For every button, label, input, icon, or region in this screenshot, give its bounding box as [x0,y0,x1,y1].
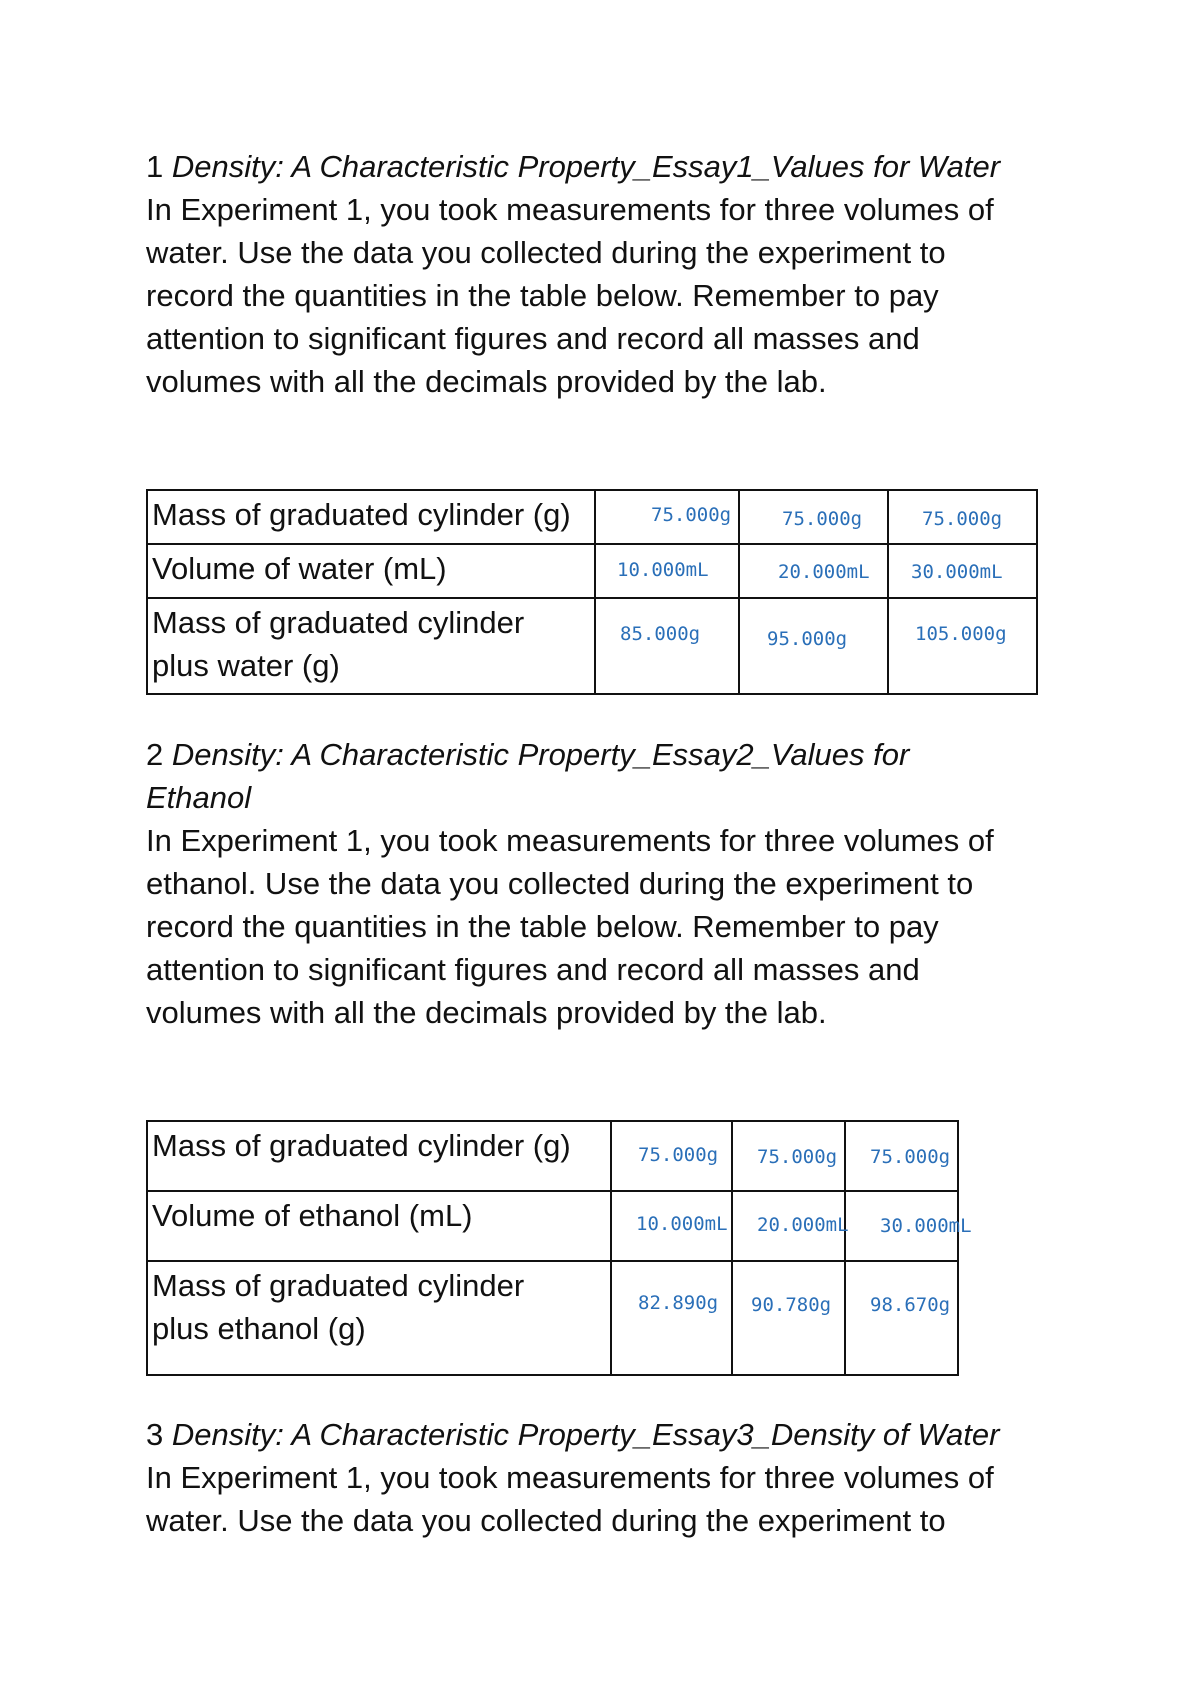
row-label: Volume of water (mL) [147,544,595,598]
section-number: 2 [146,737,164,772]
row-label-line: Mass of graduated cylinder [152,1268,525,1303]
entered-value: 75.000g [757,1146,838,1168]
value-cell[interactable] [611,1191,732,1261]
row-label-line: plus ethanol (g) [152,1311,366,1346]
paragraph-line: attention to significant figures and record all masses and [146,952,920,987]
entered-value: 105.000g [915,623,1007,645]
table-row [147,1261,958,1375]
paragraph-line: volumes with all the decimals provided by the lab. [146,364,827,399]
paragraph-line: In Experiment 1, you took measurements for three volumes of [146,823,994,858]
row-label: Volume of ethanol (mL) [147,1191,611,1261]
row-label: Mass of graduated cylinder (g) [147,490,595,544]
value-cell[interactable] [611,1121,732,1191]
entered-value: 75.000g [922,508,1003,530]
row-label [147,1261,611,1375]
row-label [147,598,595,694]
table-row [147,1191,958,1261]
row-label-line: plus water (g) [152,648,340,683]
value-cell[interactable] [732,1121,845,1191]
value-cell[interactable] [845,1121,958,1191]
value-cell[interactable] [739,544,888,598]
paragraph-line: record the quantities in the table below. Remember to pay [146,909,939,944]
paragraph-line: ethanol. Use the data you collected during the experiment to [146,866,974,901]
table-row [147,1121,958,1191]
entered-value: 85.000g [620,623,701,645]
value-cell[interactable] [732,1261,845,1375]
value-cell[interactable] [732,1191,849,1261]
paragraph-line: water. Use the data you collected during the experiment to [146,1503,946,1538]
paragraph-line: attention to significant figures and record all masses and [146,321,920,356]
entered-value: 75.000g [651,504,732,526]
section-number: 3 [146,1417,164,1452]
row-label: Mass of graduated cylinder (g) [147,1121,611,1191]
entered-value: 95.000g [767,628,848,650]
section-2-heading [146,733,1076,819]
entered-value: 30.000mL [911,561,1003,583]
section-title: Density: A Characteristic Property_Essay3_Density of Water [171,1417,1000,1452]
table-row [147,544,1037,598]
value-cell[interactable] [739,598,888,694]
entered-value: 98.670g [870,1294,951,1316]
paragraph-line: record the quantities in the table below. Remember to pay [146,278,939,313]
entered-value: 20.000mL [778,561,870,583]
section-title-continued: Ethanol [146,780,252,815]
section-3-heading [146,1413,1076,1456]
entered-value: 10.000mL [636,1213,728,1235]
row-label-line: Mass of graduated cylinder [152,605,525,640]
table-row [147,598,1037,694]
value-cell[interactable] [845,1191,972,1261]
value-cell[interactable] [888,598,1037,694]
section-title: Density: A Characteristic Property_Essay1_Values for Water [171,149,1001,184]
section-2-instructions [146,819,1076,1034]
value-cell[interactable] [888,490,1037,544]
value-cell[interactable] [888,544,1037,598]
section-1-instructions [146,188,1076,403]
paragraph-line: water. Use the data you collected during the experiment to [146,235,946,270]
entered-value: 90.780g [751,1294,832,1316]
value-cell[interactable] [595,490,739,544]
paragraph-line: In Experiment 1, you took measurements for three volumes of [146,1460,994,1495]
section-title: Density: A Characteristic Property_Essay2_Values for [171,737,910,772]
value-cell[interactable] [595,544,739,598]
section-number: 1 [146,149,164,184]
value-cell[interactable] [739,490,888,544]
entered-value: 20.000mL [757,1214,849,1236]
table-row [147,490,1037,544]
section-3-instructions [146,1456,1076,1542]
value-cell[interactable] [595,598,739,694]
paragraph-line: In Experiment 1, you took measurements for three volumes of [146,192,994,227]
entered-value: 82.890g [638,1292,719,1314]
section-1-heading [146,145,1076,188]
entered-value: 30.000mL [880,1215,972,1237]
water-values-table [146,489,1038,695]
paragraph-line: volumes with all the decimals provided by the lab. [146,995,827,1030]
entered-value: 75.000g [782,508,863,530]
value-cell[interactable] [845,1261,958,1375]
value-cell[interactable] [611,1261,732,1375]
entered-value: 75.000g [638,1144,719,1166]
ethanol-values-table [146,1120,972,1376]
entered-value: 75.000g [870,1146,951,1168]
entered-value: 10.000mL [617,559,709,581]
